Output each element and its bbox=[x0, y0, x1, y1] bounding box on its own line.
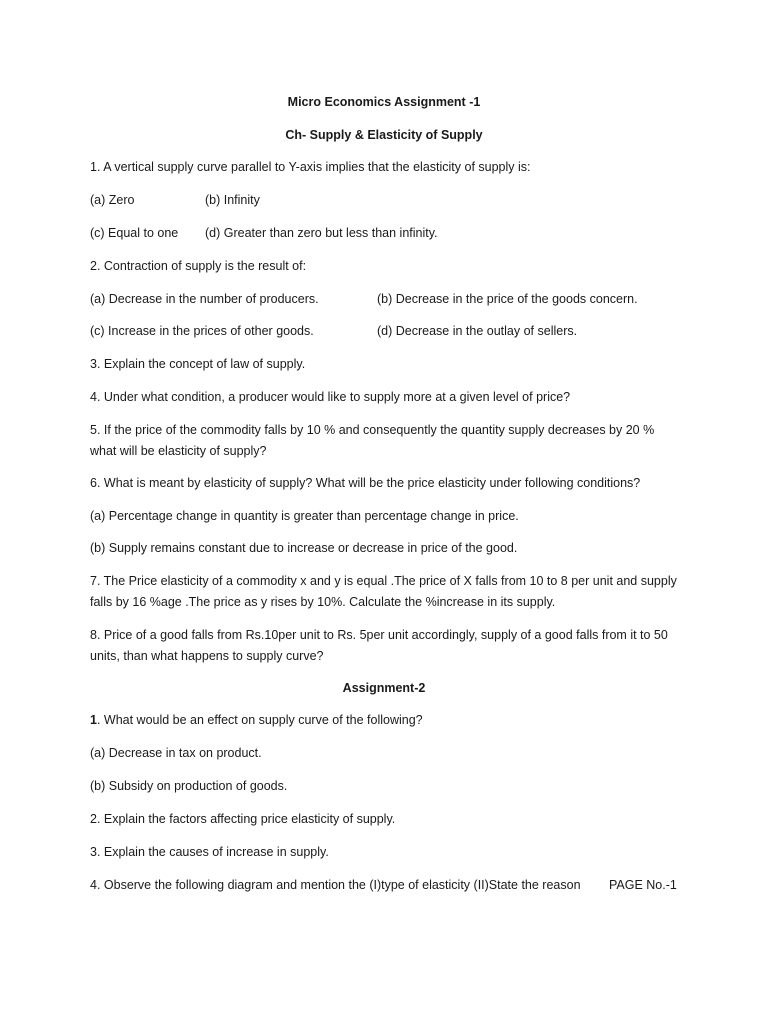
a2-question-1 bbox=[90, 710, 423, 731]
assignment-2-title: Assignment-2 bbox=[342, 681, 426, 695]
q2-option-b: (b) Decrease in the price of the goods concern. bbox=[377, 292, 638, 306]
question-8: 8. Price of a good falls from Rs.10per unit to Rs. 5per unit accordingly, supply of a good falls from it to 50 units, than what happens to supply curve? bbox=[90, 628, 668, 663]
chapter-title: Ch- Supply & Elasticity of Supply bbox=[285, 128, 483, 142]
page-number: PAGE No.-1 bbox=[609, 878, 677, 892]
question-5: 5. If the price of the commodity falls by 10 % and consequently the quantity supply decreases by 20 % what will be elasticity of supply? bbox=[90, 423, 655, 458]
question-6: 6. What is meant by elasticity of supply? What will be the price elasticity under following conditions? bbox=[90, 476, 641, 490]
question-7: 7. The Price elasticity of a commodity x and y is equal .The price of X falls from 10 to 8 per unit and supply falls by 16 %age .The price as y rises by 10%. Calculate the %increase in its supply. bbox=[90, 574, 677, 609]
a2-q1-number: 1 bbox=[90, 713, 97, 727]
q1-option-c: (c) Equal to one bbox=[90, 226, 179, 240]
a2-question-2: 2. Explain the factors affecting price elasticity of supply. bbox=[90, 812, 396, 826]
a2-q1-text: . What would be an effect on supply curve of the following? bbox=[96, 713, 423, 727]
q1-option-b: (b) Infinity bbox=[205, 193, 260, 207]
q2-option-c: (c) Increase in the prices of other goods. bbox=[90, 324, 314, 338]
question-4: 4. Under what condition, a producer would like to supply more at a given level of price? bbox=[90, 390, 571, 404]
q2-option-d: (d) Decrease in the outlay of sellers. bbox=[377, 324, 578, 338]
a2-q1-option-b: (b) Subsidy on production of goods. bbox=[90, 779, 288, 793]
q2-option-a: (a) Decrease in the number of producers. bbox=[90, 292, 319, 306]
a2-q1-option-a: (a) Decrease in tax on product. bbox=[90, 746, 262, 760]
q6-option-a: (a) Percentage change in quantity is greater than percentage change in price. bbox=[90, 509, 519, 523]
question-1: 1. A vertical supply curve parallel to Y-axis implies that the elasticity of supply is: bbox=[90, 160, 531, 174]
question-2: 2. Contraction of supply is the result of: bbox=[90, 259, 307, 273]
q1-option-d: (d) Greater than zero but less than infinity. bbox=[205, 226, 438, 240]
question-3: 3. Explain the concept of law of supply. bbox=[90, 357, 306, 371]
q6-option-b: (b) Supply remains constant due to increase or decrease in price of the good. bbox=[90, 541, 518, 555]
assignment-title: Micro Economics Assignment -1 bbox=[287, 95, 481, 109]
a2-question-3: 3. Explain the causes of increase in supply. bbox=[90, 845, 329, 859]
a2-question-4: 4. Observe the following diagram and mention the (I)type of elasticity (II)State the reason bbox=[90, 878, 581, 892]
q1-option-a: (a) Zero bbox=[90, 193, 135, 207]
